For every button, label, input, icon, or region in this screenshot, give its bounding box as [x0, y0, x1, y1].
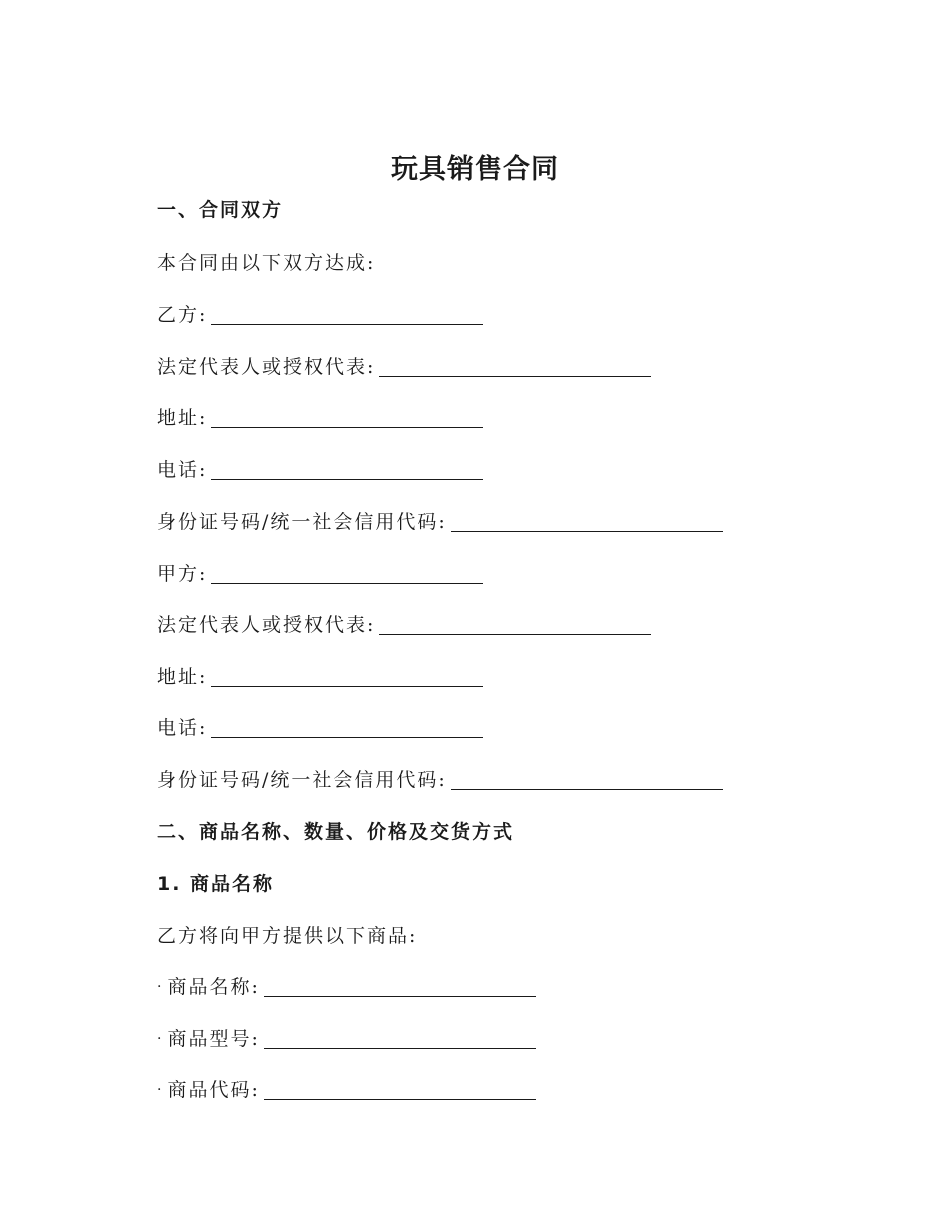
party-b-name-row	[157, 301, 483, 329]
party-a-id-row	[157, 766, 723, 794]
section1-intro: 本合同由以下双方达成:	[157, 252, 376, 274]
party-a-phone-label: 电话:	[157, 717, 208, 739]
party-b-phone-blank[interactable]	[211, 478, 483, 480]
party-b-rep-label: 法定代表人或授权代表:	[157, 356, 376, 378]
party-b-name-label: 乙方:	[157, 304, 208, 326]
party-b-id-blank[interactable]	[451, 530, 723, 532]
party-a-id-blank[interactable]	[451, 788, 723, 790]
product-name-blank[interactable]	[264, 995, 536, 997]
party-b-id-row	[157, 508, 723, 536]
party-a-rep-blank[interactable]	[379, 633, 651, 635]
section2-heading: 二、商品名称、数量、价格及交货方式	[157, 821, 515, 843]
bullet-icon: ·	[157, 1082, 162, 1098]
product-code-label: 商品代码:	[167, 1079, 260, 1101]
list-item	[157, 973, 536, 1001]
bullet-icon: ·	[157, 1031, 162, 1047]
party-b-phone-row	[157, 456, 483, 484]
party-a-address-label: 地址:	[157, 666, 208, 688]
party-a-phone-blank[interactable]	[211, 736, 483, 738]
product-name-label: 商品名称:	[167, 976, 260, 998]
party-b-address-label: 地址:	[157, 407, 208, 429]
party-a-name-row	[157, 560, 483, 588]
party-a-name-label: 甲方:	[157, 563, 208, 585]
party-a-id-label: 身份证号码/统一社会信用代码:	[157, 769, 447, 791]
product-model-blank[interactable]	[264, 1047, 536, 1049]
list-item	[157, 1076, 536, 1104]
party-b-rep-blank[interactable]	[379, 375, 651, 377]
party-a-phone-row	[157, 714, 483, 742]
section2-sub1-intro: 乙方将向甲方提供以下商品:	[157, 925, 418, 947]
party-b-rep-row	[157, 353, 651, 381]
party-a-rep-label: 法定代表人或授权代表:	[157, 614, 376, 636]
party-b-address-row	[157, 404, 483, 432]
product-code-blank[interactable]	[264, 1098, 536, 1100]
party-b-name-blank[interactable]	[211, 323, 483, 325]
party-a-address-row	[157, 663, 483, 691]
bullet-icon: ·	[157, 979, 162, 995]
section1-heading: 一、合同双方	[157, 199, 284, 221]
list-item	[157, 1025, 536, 1053]
party-b-address-blank[interactable]	[211, 426, 483, 428]
party-a-name-blank[interactable]	[211, 582, 483, 584]
party-a-address-blank[interactable]	[211, 685, 483, 687]
document-title: 玩具销售合同	[391, 154, 559, 185]
section2-sub1-heading: 1. 商品名称	[157, 873, 275, 895]
product-model-label: 商品型号:	[167, 1028, 260, 1050]
party-a-rep-row	[157, 611, 651, 639]
party-b-phone-label: 电话:	[157, 459, 208, 481]
party-b-id-label: 身份证号码/统一社会信用代码:	[157, 511, 447, 533]
